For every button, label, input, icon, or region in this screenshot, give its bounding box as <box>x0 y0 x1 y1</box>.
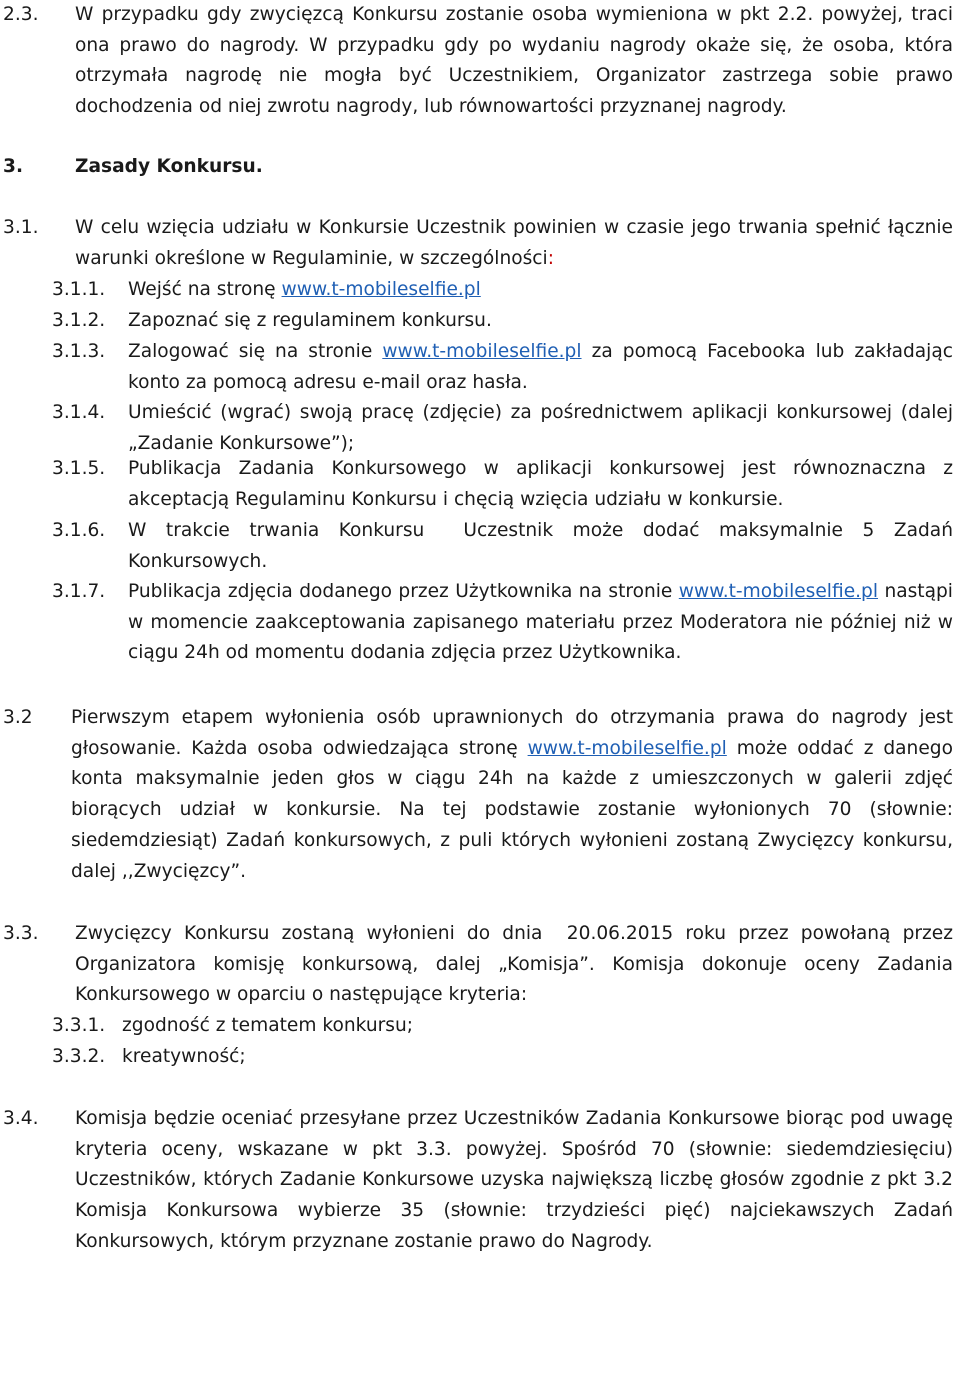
item-number: 3.1.4. <box>52 402 106 423</box>
item-text: Zapoznać się z regulaminem konkursu. <box>128 310 492 331</box>
section-number: 3.2 <box>3 707 33 728</box>
item-number: 3.1.1. <box>52 279 106 300</box>
website-link[interactable]: www.t-mobileselfie.pl <box>281 279 481 300</box>
section-text: W przypadku gdy zwycięzcą Konkursu zostanie osoba wymieniona w pkt 2.2. powyżej, traci ona prawo do nagrody. W przypadku gdy po wydaniu nagrody okaże się, że osoba, która otrzymała nagrodę nie mogła być Uczestnikiem, Organizator zastrzega sobie prawo dochodzenia od niej zwrotu nagrody, lub równowartości przyznanej nagrody. <box>75 4 953 118</box>
item-text: Umieścić (wgrać) swoją pracę (zdjęcie) za pośrednictwem aplikacji konkursowej (dalej „Zadanie Konkursowe”); <box>128 402 953 454</box>
item-number: 3.1.2. <box>52 310 106 331</box>
item-text: Publikacja zdjęcia dodanego przez Użytkownika na stronie www.t-mobileselfie.pl nastąpi w momencie zaakceptowania zapisanego materiału przez Moderatora nie później niż w ciągu 24h od momentu dodania zdjęcia przez Użytkownika. <box>128 581 953 664</box>
item-number: 3.1.6. <box>52 520 106 541</box>
section-3-4 <box>3 1104 953 1258</box>
website-link[interactable]: www.t-mobileselfie.pl <box>382 341 582 362</box>
section-number: 3.3. <box>3 923 39 944</box>
section-number: 3.4. <box>3 1108 39 1129</box>
section-text: W celu wzięcia udziału w Konkursie Uczestnik powinien w czasie jego trwania spełnić łącznie warunki określone w Regulaminie, w szczególności: <box>75 217 953 269</box>
item-text: Publikacja Zadania Konkursowego w aplikacji konkursowej jest równoznaczna z akceptacją Regulaminu Konkursu i chęcią wzięcia udziału w konkursie. <box>128 458 953 510</box>
website-link[interactable]: www.t-mobileselfie.pl <box>527 737 727 759</box>
section-text: Pierwszym etapem wyłonienia osób uprawnionych do otrzymania prawa do nagrody jest głosowanie. Każda osoba odwiedzająca stronę www.t-mobileselfie.pl może oddać z danego konta maksymalnie jeden głos w ciągu 24h na każde z umieszczonych w galerii zdjęć biorących udział w konkursie. Na tej podstawie zostanie wyłonionych 70 (słownie: siedemdziesiąt) Zadań konkursowych, z puli których wyłonieni zostaną Zwycięzcy konkursu, dalej ,,Zwycięzcy”. <box>71 707 953 882</box>
section-2-3 <box>3 0 953 123</box>
section-number: 3.1. <box>3 217 39 238</box>
item-3-1-6 <box>52 516 959 577</box>
section-3-3 <box>3 919 959 1011</box>
item-text: Zalogować się na stronie www.t-mobileselfie.pl za pomocą Facebooka lub zakładając konto za pomocą adresu e-mail oraz hasła. <box>128 341 953 393</box>
section-text: Komisja będzie oceniać przesyłane przez Uczestników Zadania Konkursowe biorąc pod uwagę kryteria oceny, wskazane w pkt 3.3. powyżej. Spośród 70 (słownie: siedemdziesięciu) Uczestników, których Zadanie Konkursowe uzyska największą liczbę głosów zgodnie z pkt 3.2 Komisja Konkursowa wybierze 35 (słownie: trzydzieści pięć) najciekawszych Zadań Konkursowych, którym przyznane zostanie prawo do Nagrody. <box>75 1108 953 1252</box>
item-text: W trakcie trwania Konkursu Uczestnik może dodać maksymalnie 5 Zadań Konkursowych. <box>128 520 959 572</box>
item-3-1-7 <box>52 577 953 669</box>
item-text: zgodność z tematem konkursu; <box>122 1015 414 1036</box>
item-3-1-4 <box>52 398 953 459</box>
item-number: 3.1.3. <box>52 341 106 362</box>
section-text: Zwycięzcy Konkursu zostaną wyłonieni do dnia 20.06.2015 roku przez powołaną przez Organizatora komisję konkursową, dalej „Komisja”. Komisja dokonuje oceny Zadania Konkursowego w oparciu o następujące kryteria: <box>75 923 959 1006</box>
item-3-1-1 <box>52 275 953 306</box>
item-3-1-5 <box>52 454 953 515</box>
item-number: 3.1.7. <box>52 581 106 602</box>
item-text: kreatywność; <box>122 1046 246 1067</box>
section-number: 2.3. <box>3 4 39 25</box>
item-3-3-1 <box>52 1011 953 1042</box>
item-number: 3.1.5. <box>52 458 106 479</box>
website-link[interactable]: www.t-mobileselfie.pl <box>678 581 879 602</box>
item-number: 3.3.1. <box>52 1015 106 1036</box>
section-3-1 <box>3 213 953 274</box>
item-number: 3.3.2. <box>52 1046 106 1067</box>
item-3-1-2 <box>52 306 953 337</box>
section-title: Zasady Konkursu. <box>75 156 263 177</box>
item-text: Wejść na stronę www.t-mobileselfie.pl <box>128 279 481 300</box>
section-number: 3. <box>3 156 24 177</box>
section-3-heading <box>3 152 953 183</box>
section-3-2 <box>3 703 953 887</box>
item-3-1-3 <box>52 337 953 398</box>
item-3-3-2 <box>52 1042 953 1073</box>
